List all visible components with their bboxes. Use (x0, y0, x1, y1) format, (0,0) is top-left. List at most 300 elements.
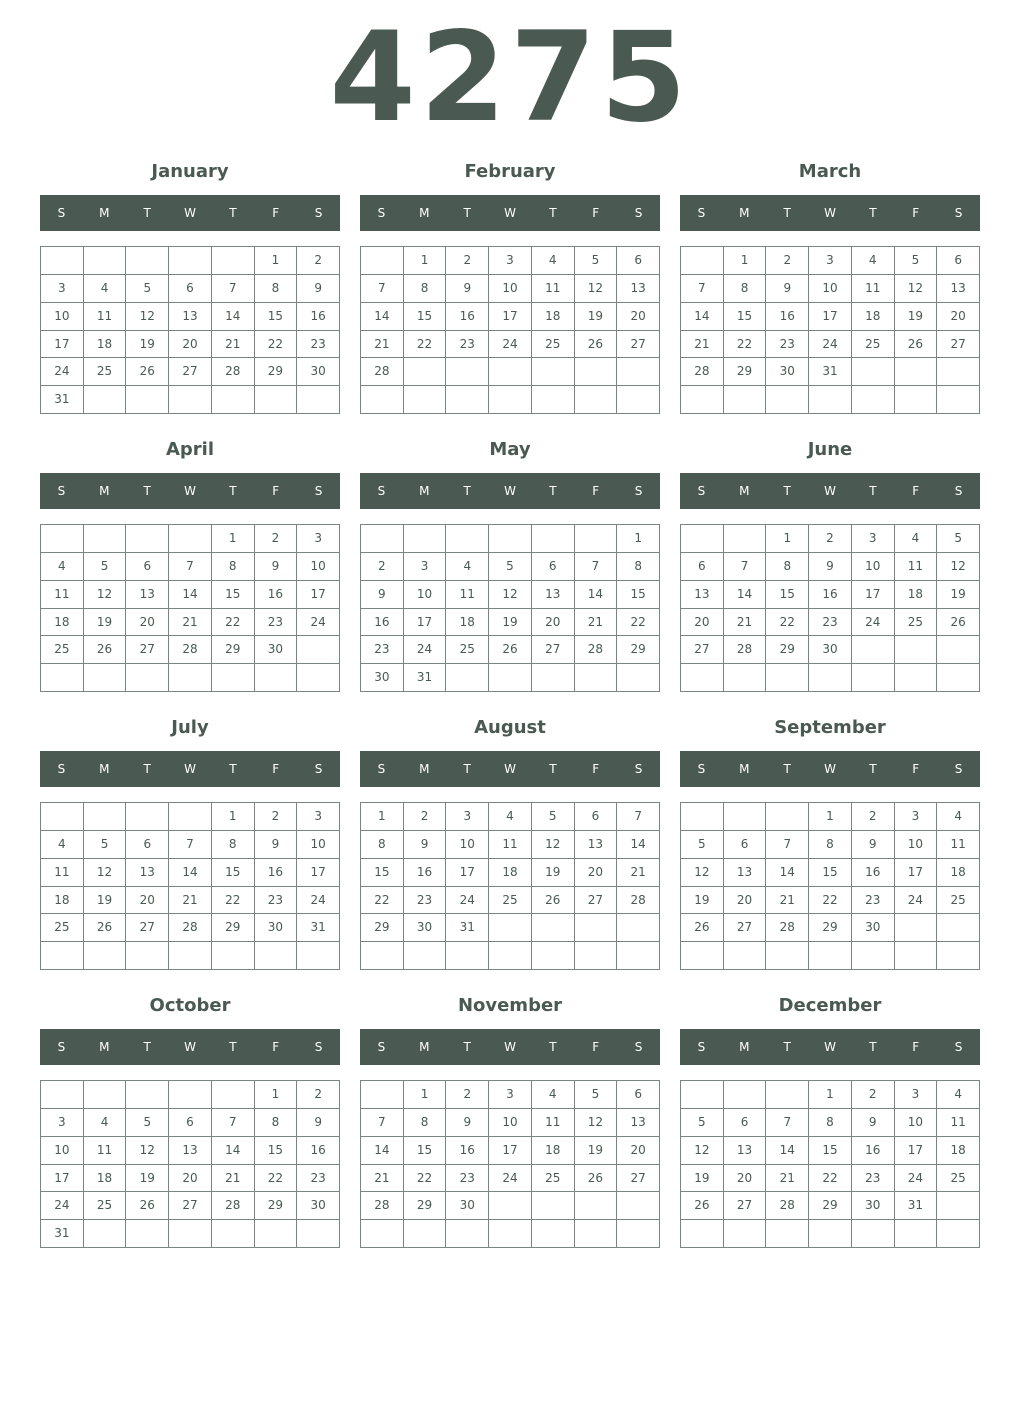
empty-day-cell (852, 636, 895, 664)
weekday-label: S (57, 1040, 66, 1054)
empty-day-cell (937, 664, 980, 692)
day-cell: 10 (852, 553, 895, 581)
day-cell: 19 (575, 303, 618, 331)
day-cell: 27 (617, 1165, 660, 1193)
month-name: October (149, 995, 231, 1016)
day-cell: 16 (809, 581, 852, 609)
day-cell: 4 (937, 803, 980, 831)
day-cell: 29 (212, 914, 255, 942)
day-cell: 27 (532, 636, 575, 664)
day-cell: 6 (724, 1109, 767, 1137)
empty-day-cell (404, 386, 447, 414)
empty-day-cell (126, 803, 169, 831)
empty-day-cell (852, 358, 895, 386)
day-cell: 27 (724, 1192, 767, 1220)
day-cell: 1 (724, 247, 767, 275)
empty-day-cell (681, 525, 724, 553)
empty-day-cell (681, 1081, 724, 1109)
day-cell: 7 (766, 1109, 809, 1137)
weekday-label: T (869, 484, 877, 498)
day-cell: 15 (809, 1137, 852, 1165)
weekday-label: M (739, 762, 750, 776)
weekday-label: S (954, 762, 963, 776)
day-cell: 29 (361, 914, 404, 942)
day-cell: 5 (489, 553, 532, 581)
day-cell: 30 (446, 1192, 489, 1220)
day-cell: 28 (681, 358, 724, 386)
empty-day-cell (446, 358, 489, 386)
day-cell: 3 (489, 247, 532, 275)
day-cell: 5 (84, 553, 127, 581)
day-cell: 16 (361, 609, 404, 637)
empty-day-cell (126, 386, 169, 414)
day-cell: 4 (895, 525, 938, 553)
day-cell: 13 (724, 859, 767, 887)
empty-day-cell (617, 942, 660, 970)
day-cell: 4 (446, 553, 489, 581)
day-grid (360, 524, 660, 692)
empty-day-cell (84, 942, 127, 970)
day-cell: 27 (575, 887, 618, 915)
day-cell: 13 (681, 581, 724, 609)
day-cell: 3 (446, 803, 489, 831)
weekday-header (360, 473, 660, 509)
day-cell: 6 (575, 803, 618, 831)
day-cell: 4 (84, 1109, 127, 1137)
empty-day-cell (766, 386, 809, 414)
weekday-label: T (549, 762, 557, 776)
day-cell: 7 (575, 553, 618, 581)
empty-day-cell (617, 914, 660, 942)
day-cell: 20 (724, 1165, 767, 1193)
weekday-label: T (143, 762, 151, 776)
empty-day-cell (724, 803, 767, 831)
day-cell: 29 (212, 636, 255, 664)
empty-day-cell (361, 942, 404, 970)
day-cell: 19 (126, 331, 169, 359)
empty-day-cell (255, 386, 298, 414)
empty-day-cell (169, 247, 212, 275)
day-cell: 9 (297, 1109, 340, 1137)
day-cell: 23 (255, 887, 298, 915)
empty-day-cell (617, 386, 660, 414)
day-cell: 29 (255, 358, 298, 386)
day-cell: 10 (41, 303, 84, 331)
empty-day-cell (41, 664, 84, 692)
day-cell: 25 (852, 331, 895, 359)
day-cell: 27 (169, 1192, 212, 1220)
weekday-label: T (783, 484, 791, 498)
day-cell: 4 (84, 275, 127, 303)
weekday-label: F (272, 762, 280, 776)
empty-day-cell (724, 942, 767, 970)
day-cell: 13 (575, 831, 618, 859)
day-cell: 19 (575, 1137, 618, 1165)
day-cell: 25 (532, 331, 575, 359)
day-cell: 25 (84, 1192, 127, 1220)
day-grid (360, 802, 660, 970)
empty-day-cell (41, 1081, 84, 1109)
day-cell: 29 (617, 636, 660, 664)
day-cell: 20 (126, 609, 169, 637)
weekday-label: S (377, 1040, 386, 1054)
day-cell: 12 (937, 553, 980, 581)
empty-day-cell (297, 1220, 340, 1248)
day-cell: 19 (681, 1165, 724, 1193)
day-cell: 18 (446, 609, 489, 637)
empty-day-cell (41, 942, 84, 970)
day-cell: 8 (766, 553, 809, 581)
day-cell: 7 (212, 275, 255, 303)
day-cell: 3 (404, 553, 447, 581)
day-cell: 7 (681, 275, 724, 303)
weekday-label: T (549, 206, 557, 220)
empty-day-cell (41, 247, 84, 275)
empty-day-cell (809, 942, 852, 970)
day-cell: 18 (937, 859, 980, 887)
day-cell: 21 (212, 1165, 255, 1193)
empty-day-cell (489, 914, 532, 942)
day-cell: 25 (937, 1165, 980, 1193)
day-cell: 23 (404, 887, 447, 915)
day-cell: 30 (297, 1192, 340, 1220)
day-cell: 26 (489, 636, 532, 664)
day-cell: 20 (617, 1137, 660, 1165)
day-cell: 6 (937, 247, 980, 275)
weekday-header (680, 751, 980, 787)
empty-day-cell (852, 942, 895, 970)
day-cell: 30 (766, 358, 809, 386)
day-cell: 5 (895, 247, 938, 275)
weekday-label: W (504, 762, 516, 776)
day-cell: 2 (446, 1081, 489, 1109)
day-cell: 13 (126, 581, 169, 609)
day-cell: 20 (724, 887, 767, 915)
weekday-label: F (912, 206, 920, 220)
day-cell: 28 (212, 1192, 255, 1220)
empty-day-cell (169, 942, 212, 970)
day-cell: 6 (617, 1081, 660, 1109)
empty-day-cell (169, 803, 212, 831)
empty-day-cell (575, 358, 618, 386)
day-cell: 31 (41, 386, 84, 414)
empty-day-cell (126, 664, 169, 692)
weekday-label: F (912, 762, 920, 776)
day-cell: 16 (297, 303, 340, 331)
day-cell: 7 (169, 831, 212, 859)
day-cell: 3 (297, 803, 340, 831)
weekday-header (680, 473, 980, 509)
empty-day-cell (169, 1220, 212, 1248)
empty-day-cell (895, 914, 938, 942)
day-cell: 14 (681, 303, 724, 331)
empty-day-cell (169, 664, 212, 692)
weekday-label: T (869, 762, 877, 776)
empty-day-cell (126, 1081, 169, 1109)
day-cell: 27 (681, 636, 724, 664)
day-cell: 5 (937, 525, 980, 553)
weekday-header (40, 473, 340, 509)
day-cell: 24 (297, 609, 340, 637)
empty-day-cell (724, 664, 767, 692)
empty-day-cell (169, 386, 212, 414)
empty-day-cell (446, 664, 489, 692)
empty-day-cell (446, 525, 489, 553)
day-cell: 6 (681, 553, 724, 581)
day-cell: 17 (41, 331, 84, 359)
empty-day-cell (169, 525, 212, 553)
day-cell: 16 (255, 859, 298, 887)
day-cell: 13 (617, 1109, 660, 1137)
day-cell: 14 (361, 1137, 404, 1165)
day-cell: 21 (766, 1165, 809, 1193)
day-cell: 8 (212, 831, 255, 859)
day-cell: 23 (361, 636, 404, 664)
day-cell: 17 (489, 303, 532, 331)
empty-day-cell (937, 942, 980, 970)
empty-day-cell (489, 386, 532, 414)
empty-day-cell (404, 358, 447, 386)
weekday-label: W (824, 762, 836, 776)
weekday-label: T (143, 206, 151, 220)
day-cell: 26 (681, 914, 724, 942)
day-cell: 31 (41, 1220, 84, 1248)
day-cell: 5 (681, 1109, 724, 1137)
weekday-label: M (739, 484, 750, 498)
day-cell: 28 (361, 1192, 404, 1220)
day-cell: 12 (681, 1137, 724, 1165)
empty-day-cell (84, 247, 127, 275)
day-cell: 17 (895, 1137, 938, 1165)
weekday-label: M (739, 206, 750, 220)
day-cell: 1 (255, 1081, 298, 1109)
day-cell: 31 (809, 358, 852, 386)
empty-day-cell (852, 386, 895, 414)
weekday-label: W (504, 206, 516, 220)
weekday-label: T (549, 1040, 557, 1054)
day-cell: 23 (852, 1165, 895, 1193)
day-cell: 21 (575, 609, 618, 637)
empty-day-cell (895, 664, 938, 692)
day-cell: 11 (895, 553, 938, 581)
day-cell: 22 (361, 887, 404, 915)
day-cell: 18 (41, 887, 84, 915)
weekday-label: T (229, 206, 237, 220)
day-cell: 18 (852, 303, 895, 331)
day-cell: 26 (84, 914, 127, 942)
empty-day-cell (361, 1220, 404, 1248)
day-cell: 14 (766, 859, 809, 887)
weekday-label: W (184, 762, 196, 776)
weekday-label: T (869, 206, 877, 220)
day-cell: 20 (169, 1165, 212, 1193)
month-name: March (798, 161, 862, 182)
empty-day-cell (532, 525, 575, 553)
weekday-label: S (57, 484, 66, 498)
day-cell: 19 (532, 859, 575, 887)
day-cell: 9 (852, 1109, 895, 1137)
day-cell: 19 (84, 887, 127, 915)
day-cell: 27 (724, 914, 767, 942)
day-cell: 2 (255, 525, 298, 553)
day-cell: 7 (766, 831, 809, 859)
weekday-label: S (57, 206, 66, 220)
day-cell: 3 (809, 247, 852, 275)
empty-day-cell (489, 1220, 532, 1248)
day-cell: 4 (532, 247, 575, 275)
weekday-label: T (549, 484, 557, 498)
weekday-label: F (592, 484, 600, 498)
day-cell: 21 (169, 609, 212, 637)
empty-day-cell (895, 942, 938, 970)
weekday-label: W (504, 484, 516, 498)
day-cell: 11 (446, 581, 489, 609)
weekday-header (40, 751, 340, 787)
day-cell: 5 (681, 831, 724, 859)
empty-day-cell (489, 942, 532, 970)
day-cell: 18 (41, 609, 84, 637)
day-cell: 28 (575, 636, 618, 664)
empty-day-cell (532, 386, 575, 414)
day-cell: 11 (937, 1109, 980, 1137)
day-cell: 28 (212, 358, 255, 386)
weekday-label: W (184, 484, 196, 498)
day-cell: 4 (489, 803, 532, 831)
day-cell: 28 (169, 914, 212, 942)
empty-day-cell (575, 914, 618, 942)
weekday-label: M (99, 762, 110, 776)
month-name: November (457, 995, 563, 1016)
day-cell: 26 (575, 1165, 618, 1193)
weekday-label: M (99, 206, 110, 220)
day-cell: 9 (255, 831, 298, 859)
day-cell: 24 (404, 636, 447, 664)
day-cell: 9 (446, 1109, 489, 1137)
day-cell: 3 (895, 803, 938, 831)
day-cell: 19 (681, 887, 724, 915)
weekday-label: W (824, 206, 836, 220)
day-cell: 20 (532, 609, 575, 637)
day-cell: 11 (937, 831, 980, 859)
day-cell: 15 (255, 303, 298, 331)
weekday-label: T (869, 1040, 877, 1054)
empty-day-cell (404, 1220, 447, 1248)
day-cell: 2 (446, 247, 489, 275)
day-grid (680, 1080, 980, 1248)
empty-day-cell (724, 1081, 767, 1109)
day-cell: 17 (809, 303, 852, 331)
weekday-label: T (143, 484, 151, 498)
weekday-label: S (314, 762, 323, 776)
empty-day-cell (895, 636, 938, 664)
day-cell: 29 (404, 1192, 447, 1220)
weekday-header (680, 1029, 980, 1065)
day-cell: 13 (937, 275, 980, 303)
empty-day-cell (681, 386, 724, 414)
day-cell: 13 (126, 859, 169, 887)
day-cell: 14 (169, 581, 212, 609)
day-cell: 1 (361, 803, 404, 831)
day-cell: 20 (937, 303, 980, 331)
day-cell: 4 (852, 247, 895, 275)
empty-day-cell (489, 664, 532, 692)
day-cell: 18 (895, 581, 938, 609)
weekday-label: S (377, 762, 386, 776)
day-cell: 23 (297, 1165, 340, 1193)
empty-day-cell (255, 664, 298, 692)
day-cell: 22 (766, 609, 809, 637)
month-name: May (489, 439, 531, 460)
day-cell: 29 (724, 358, 767, 386)
day-cell: 15 (724, 303, 767, 331)
day-cell: 22 (809, 887, 852, 915)
day-cell: 3 (489, 1081, 532, 1109)
day-cell: 16 (852, 859, 895, 887)
empty-day-cell (724, 386, 767, 414)
day-cell: 20 (126, 887, 169, 915)
day-cell: 15 (404, 1137, 447, 1165)
year-title: 4275 (329, 6, 691, 150)
day-cell: 24 (297, 887, 340, 915)
month-name: August (474, 717, 546, 738)
day-cell: 24 (41, 1192, 84, 1220)
empty-day-cell (169, 1081, 212, 1109)
day-cell: 23 (852, 887, 895, 915)
month-name: September (774, 717, 886, 738)
day-cell: 22 (212, 609, 255, 637)
day-cell: 12 (84, 581, 127, 609)
day-cell: 27 (937, 331, 980, 359)
empty-day-cell (255, 1220, 298, 1248)
empty-day-cell (84, 664, 127, 692)
day-cell: 2 (255, 803, 298, 831)
day-cell: 8 (809, 1109, 852, 1137)
day-cell: 14 (575, 581, 618, 609)
day-cell: 16 (852, 1137, 895, 1165)
day-cell: 13 (532, 581, 575, 609)
day-cell: 18 (84, 331, 127, 359)
day-cell: 5 (575, 247, 618, 275)
empty-day-cell (255, 942, 298, 970)
day-cell: 6 (126, 553, 169, 581)
weekday-label: T (229, 762, 237, 776)
empty-day-cell (489, 358, 532, 386)
day-cell: 31 (297, 914, 340, 942)
day-cell: 16 (446, 1137, 489, 1165)
day-cell: 17 (404, 609, 447, 637)
empty-day-cell (766, 942, 809, 970)
weekday-label: F (912, 484, 920, 498)
day-cell: 14 (766, 1137, 809, 1165)
day-cell: 18 (489, 859, 532, 887)
day-cell: 9 (809, 553, 852, 581)
day-cell: 9 (297, 275, 340, 303)
day-cell: 22 (809, 1165, 852, 1193)
day-cell: 25 (937, 887, 980, 915)
empty-day-cell (41, 803, 84, 831)
empty-day-cell (126, 942, 169, 970)
empty-day-cell (361, 247, 404, 275)
empty-day-cell (532, 358, 575, 386)
day-cell: 18 (84, 1165, 127, 1193)
month-name: December (778, 995, 882, 1016)
day-cell: 10 (297, 831, 340, 859)
day-cell: 29 (766, 636, 809, 664)
empty-day-cell (895, 358, 938, 386)
day-cell: 17 (446, 859, 489, 887)
day-cell: 26 (895, 331, 938, 359)
day-cell: 19 (126, 1165, 169, 1193)
